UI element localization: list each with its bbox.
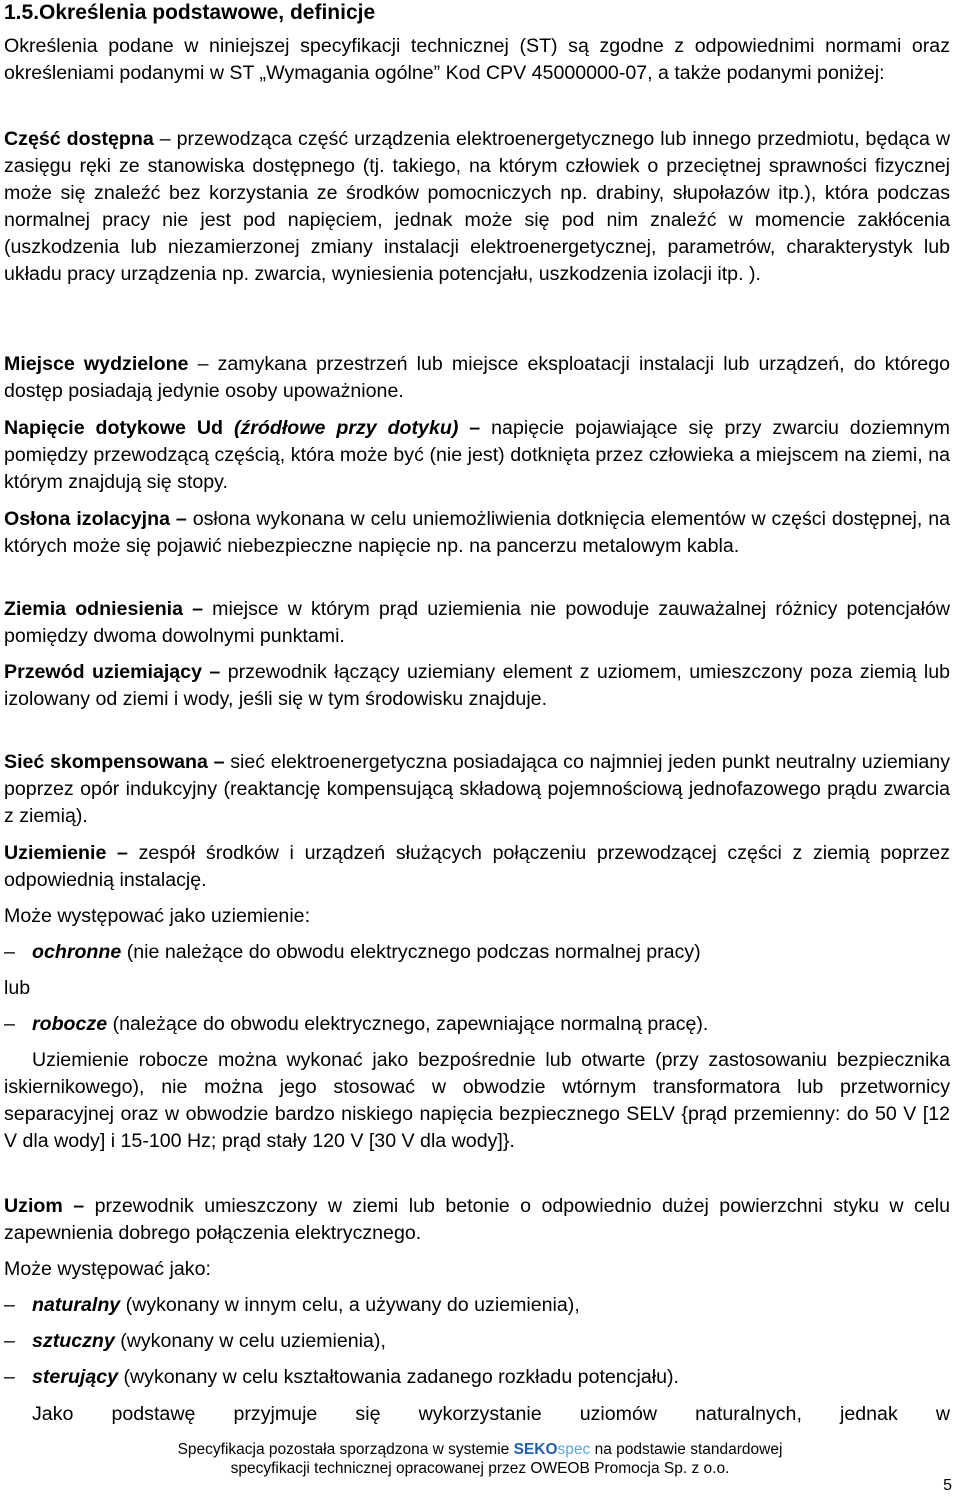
footer-line-1 — [0, 1440, 960, 1459]
item-term: robocze — [32, 1013, 108, 1035]
definition-term: Osłona izolacyjna – — [4, 508, 187, 530]
definition-term-italic: (źródłowe przy dotyku) – — [233, 417, 481, 439]
footer-text-pre: Specyfikacja pozostała sporządzona w systemie — [177, 1441, 514, 1458]
dash-bullet: – — [4, 1294, 15, 1316]
item-text: (wykonany w innym celu, a używany do uziemienia), — [120, 1294, 580, 1316]
definition-text: – zamykana przestrzeń lub miejsce eksploatacji instalacji lub urządzeń, do którego dostęp posiadają jedynie osoby upoważnione. — [4, 353, 950, 402]
definition-text: osłona wykonana w celu uniemożliwienia dotknięcia elementów w części dostępnej, na których może się pojawić niebezpieczne napięcie np. na pancerzu metalowym kabla. — [4, 508, 950, 557]
definition-przewod — [4, 659, 950, 713]
definition-uziemienie — [4, 840, 950, 894]
definition-miejsce — [4, 351, 950, 405]
item-term: ochronne — [32, 941, 122, 963]
definition-term: Ziemia odniesienia – — [4, 598, 204, 620]
electrode-item-sterujacy — [4, 1364, 950, 1391]
item-term: sztuczny — [32, 1330, 115, 1352]
section-title: Określenia podstawowe, definicje — [39, 1, 376, 24]
item-term: naturalny — [32, 1294, 121, 1316]
closing-line: Jako podstawę przyjmuje się wykorzystanie uziomów naturalnych, jednak w — [32, 1403, 950, 1425]
item-text: (należące do obwodu elektrycznego, zapewniające normalną pracę). — [107, 1013, 709, 1035]
section-number: 1.5. — [4, 1, 40, 24]
definition-term: Część dostępna — [4, 128, 154, 150]
grounding-item-ochronne — [4, 939, 950, 966]
definition-text: przewodnik łączący uziemiany element z uziomem, umieszczony poza ziemią lub izolowany od ziemi i wody, jeśli się w tym środowisku znajduje. — [4, 661, 950, 710]
working-grounding-paragraph: Uziemienie robocze można wykonać jako bezpośrednie lub otwarte (przy zastosowaniu bezpiecznika iskiernikowego), nie można jego stosować w obwodzie wtórnym transformatora lub przetwornicy separacyjnej oraz w obwodzie bardzo niskiego napięcia bezpiecznego SELV {prąd przemienny: do 50 V [12 V dla wody] i 15-100 Hz; prąd stały 120 V [30 V dla wody]}. — [4, 1049, 950, 1152]
sekospec-logo-seko: SEKO — [513, 1441, 558, 1458]
electrode-item-naturalny — [4, 1292, 950, 1319]
definition-term: Uziom – — [4, 1195, 85, 1217]
item-text: (wykonany w celu uziemienia), — [114, 1330, 386, 1352]
section-heading — [4, 0, 375, 26]
definition-ziemia — [4, 596, 950, 650]
definition-text: miejsce w którym prąd uziemienia nie powoduje zauważalnej różnicy potencjałów pomiędzy dwoma dowolnymi punktami. — [4, 598, 950, 647]
definition-term: Napięcie dotykowe Ud — [4, 417, 234, 439]
electrode-intro: Może występować jako: — [4, 1258, 211, 1280]
definition-text: zespół środków i urządzeń służących połączeniu przewodzącej części z ziemią poprzez odpowiednią instalację. — [4, 842, 950, 891]
definition-text: przewodnik umieszczony w ziemi lub betonie o odpowiednio dużej powierzchni styku w celu zapewnienia dobrego połączenia elektrycznego. — [4, 1195, 951, 1244]
definition-uziom — [4, 1193, 950, 1247]
definition-napiecie — [4, 415, 950, 496]
definition-text: napięcie pojawiające się przy zwarciu doziemnym pomiędzy przewodzącą częścią, która może być (nie jest) dotknięta przez człowieka a miejscem na ziemi, na którym znajdują się stopy. — [4, 417, 950, 493]
definition-dostepna — [4, 126, 950, 288]
page-number: 5 — [943, 1477, 952, 1494]
or-word: lub — [4, 977, 31, 999]
sekospec-logo-spec: spec — [557, 1441, 591, 1458]
grounding-intro: Może występować jako uziemienie: — [4, 905, 311, 927]
dash-bullet: – — [4, 1013, 15, 1035]
definition-text: sieć elektroenergetyczna posiadająca co najmniej jeden punkt neutralny uziemiany poprzez opór indukcyjny (reaktancję kompensującą składową pojemnościową jednofazowego prądu zwarcia z ziemią). — [4, 751, 951, 827]
definition-term: Przewód uziemiający – — [4, 661, 221, 683]
footer-line-2: specyfikacji technicznej opracowanej przez OWEOB Promocja Sp. z o.o. — [230, 1460, 730, 1477]
definition-term: Miejsce wydzielone — [4, 353, 189, 375]
item-term: sterujący — [32, 1366, 119, 1388]
dash-bullet: – — [4, 1366, 15, 1388]
definition-oslona — [4, 506, 950, 560]
page-footer — [0, 1440, 960, 1478]
item-text: (nie należące do obwodu elektrycznego podczas normalnej pracy) — [121, 941, 701, 963]
definition-siec — [4, 749, 950, 830]
intro-paragraph: Określenia podane w niniejszej specyfikacji technicznej (ST) są zgodne z odpowiednimi normami oraz określeniami podanymi w ST „Wymagania ogólne” Kod CPV 45000000-07, a także podanymi poniżej: — [4, 35, 950, 84]
footer-text-post: na podstawie standardowej — [590, 1441, 783, 1458]
definition-term: Uziemienie – — [4, 842, 128, 864]
dash-bullet: – — [4, 1330, 15, 1352]
dash-bullet: – — [4, 941, 15, 963]
grounding-item-robocze — [4, 1011, 950, 1038]
electrode-item-sztuczny — [4, 1328, 950, 1355]
definition-text: – przewodząca część urządzenia elektroenergetycznego lub innego przedmiotu, będąca w zasięgu ręki ze stanowiska dostępnego (tj. takiego, na którym człowiek o przeciętnej sprawności fizycznej może się znaleźć bez korzystania ze środków pomocniczych np. drabiny, słupołazów itp.), która podczas normalnej pracy nie jest pod napięciem, jednak może się pod nim znaleźć w momencie zakłócenia (uszkodzenia lub niezamierzonej zmiany instalacji elektroenergetycznej, parametrów, charakterystyk lub układu pracy urządzenia np. zwarcia, wyniesienia potencjału, uszkodzenia izolacji itp. ). — [4, 128, 950, 285]
definition-term: Sieć skompensowana – — [4, 751, 225, 773]
item-text: (wykonany w celu kształtowania zadanego rozkładu potencjału). — [118, 1366, 679, 1388]
